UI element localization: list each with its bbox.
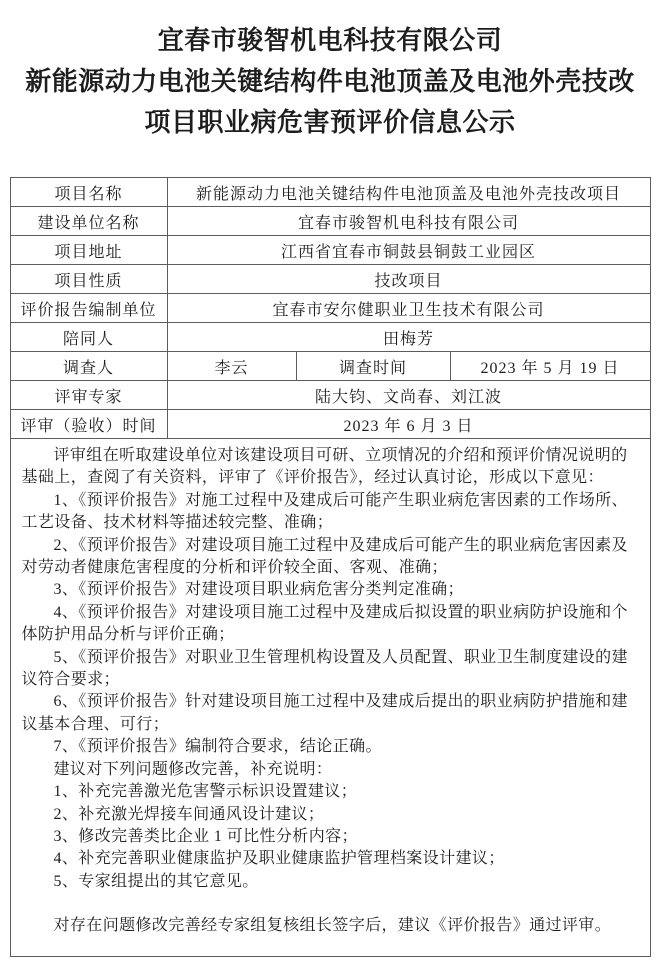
row-label: 评审专家 [10,381,167,410]
document-page [0,20,660,979]
row-label: 建设单位名称 [10,207,167,236]
opinion-paragraph: 4、补充完善职业健康监护及职业健康监护管理档案设计建议； [53,850,505,868]
row-label: 调查人 [10,352,167,381]
row-value: 2023 年 6 月 3 日 [167,410,650,439]
conclusion-paragraph: 对存在问题修改完善经专家组复核组长签字后，建议《评价报告》通过评审。 [53,917,612,935]
document-title-company: 宜春市骏智机电科技有限公司 [157,26,503,55]
opinion-paragraph: 7、《预评价报告》编制符合要求，结论正确。 [53,738,382,756]
opinion-paragraph: 6、《预评价报告》针对建设项目施工过程中及建成后提出的职业病防护措施和建议基本合理、可行； [21,693,628,733]
row-label: 项目名称 [10,178,167,207]
opinion-paragraph: 评审组在听取建设单位对该建设项目可研、立项情况的介绍和预评价情况说明的基础上，查阅了有关资料，评审了《评价报告》，经过认真讨论，形成以下意见： [21,447,628,487]
table-row [10,323,650,352]
row-value: 2023 年 5 月 19 日 [450,352,650,381]
row-label: 调查时间 [296,352,450,381]
info-table [10,177,651,957]
row-value: 宜春市安尔健职业卫生技术有限公司 [167,294,650,323]
row-value: 田梅芳 [167,323,650,352]
table-row [10,178,650,207]
table-row [10,207,650,236]
opinion-section [10,439,650,957]
row-value: 宜春市骏智机电科技有限公司 [167,207,650,236]
row-value: 江西省宜春市铜鼓县铜鼓工业园区 [167,236,650,265]
row-label: 项目地址 [10,236,167,265]
table-row [10,265,650,294]
row-value: 新能源动力电池关键结构件电池顶盖及电池外壳技改项目 [167,178,650,207]
opinion-paragraph: 3、修改完善类比企业 1 可比性分析内容； [53,827,358,845]
opinion-paragraph: 3、《预评价报告》对建设项目职业病危害分类判定准确； [53,581,464,599]
table-row [10,410,650,439]
opinion-paragraph: 1、补充完善激光危害警示标识设置建议； [53,783,358,801]
opinion-paragraph: 5、专家组提出的其它意见。 [53,872,259,890]
row-value: 技改项目 [167,265,650,294]
table-row [10,236,650,265]
row-value: 陆大钧、文尚春、刘江波 [167,381,650,410]
opinion-paragraph: 5、《预评价报告》对职业卫生管理机构设置及人员配置、职业卫生制度建设的建议符合要求； [21,648,628,689]
row-label: 项目性质 [10,265,167,294]
opinion-paragraph: 1、《预评价报告》对施工过程中及建成后可能产生职业病危害因素的工作场所、工艺设备、技术材料等描述较完整、准确； [21,491,628,532]
row-label: 陪同人 [10,323,167,352]
document-title-project: 新能源动力电池关键结构件电池顶盖及电池外壳技改项目职业病危害预评价信息公示 [25,67,635,137]
row-label: 评审（验收）时间 [10,410,167,439]
table-row [10,294,650,323]
row-value: 李云 [167,352,296,381]
table-row-opinion [10,439,650,957]
opinion-paragraph: 2、补充激光焊接车间通风设计建议； [53,805,325,823]
opinion-paragraph: 2、《预评价报告》对建设项目施工过程中及建成后可能产生的职业病危害因素及对劳动者健康危害程度的分析和评价较全面、客观、准确； [21,536,628,577]
table-row-investigator [10,352,650,381]
opinion-paragraph: 4、《预评价报告》对建设项目施工过程中及建成后拟设置的职业病防护设施和个体防护用品分析与评价正确； [21,603,628,644]
table-row [10,381,650,410]
row-label: 评价报告编制单位 [10,294,167,323]
opinion-paragraph: 建议对下列问题修改完善，补充说明： [53,760,333,778]
